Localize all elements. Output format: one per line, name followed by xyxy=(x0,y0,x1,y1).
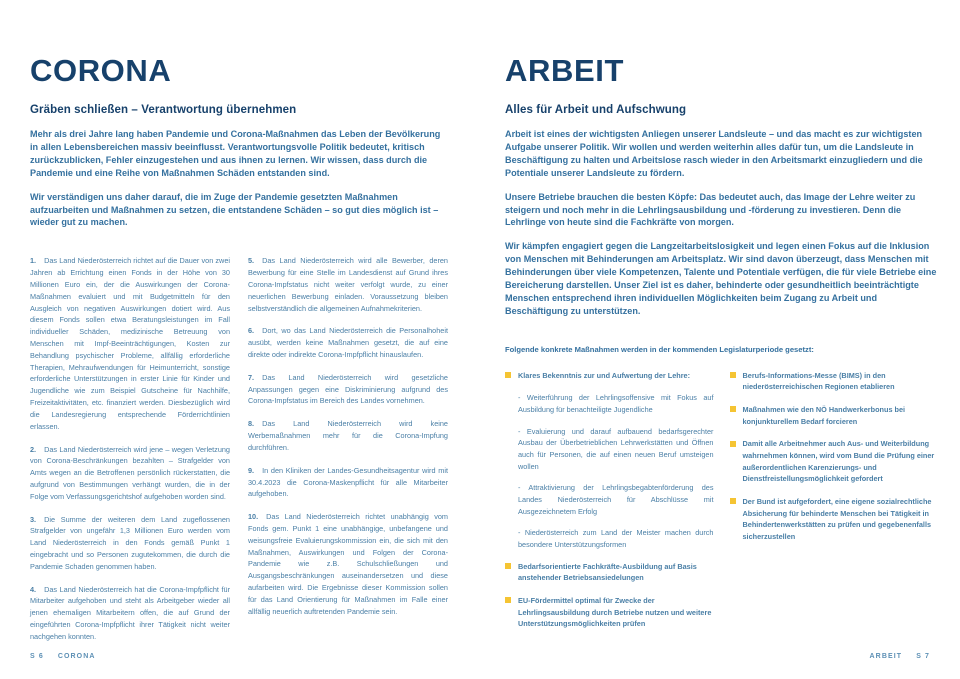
clause-item xyxy=(248,255,448,314)
clause-item xyxy=(30,514,230,573)
clause-text: Das Land Niederösterreich wird jene – wegen Verletzung von Corona-Beschränkungen bezahlten – Strafgelder von Amts wegen an die Betroffenen persönlich rückerstatten, die aufgrund von Bestimmungen verhängt wurden, die in der Folge vom Verfassungsgerichtshof aufgehoben worden sind. xyxy=(30,444,230,501)
measure-text: Der Bund ist aufgefordert, eine eigene sozialrechtliche Absicherung für behinderte Menschen bei Tätigkeit in Behindertenwerkstätten zu prüfen und gegebenenfalls sicherzustellen xyxy=(742,496,932,541)
clause-text: Das Land Niederösterreich richtet auf die Dauer von zwei Jahren ab Errichtung einen Fonds in der Höhe von 30 Millionen Euro ein, der die Auswirkungen der Corona-Maßnahmen evaluiert und mit Budgetmitteln für den Ausgleich von negativen Auswirkungen dotiert wird. Aus diesem Fonds sollen etwa Beratungsleistungen im Fall individueller Schäden, medizinische Betreuung von Menschen mit Impf-Beeinträchtigungen, Kosten zur Behandlung psychischer Probleme, allfällig erforderliche Therapien, Mehraufwendungen für Heimunterricht, sonstige erforderliche Unterstützungen in erster Linie für Kinder und Jugendliche wie zum Beispiel Gutscheine für Nachhilfe, Freizeitaktivitäten, etc. finanziert werden. Diesbezüglich wird die Landesregierung entsprechende Förderrichtlinien erlassen. xyxy=(30,256,230,431)
clause-text: Die Summe der weiteren dem Land zugeflossenen Strafgelder von ungefähr 1,3 Millionen Euro werden vom Land Niederösterreich in den Fonds gemäß Punkt 1 eingebracht und so Personen zugutekommen, die durch die Pandemie Schaden genommen haben. xyxy=(30,514,230,571)
clause-number: 3. xyxy=(30,514,37,524)
right-page-arbeit xyxy=(480,0,960,643)
intro-paragraph: Arbeit ist eines der wichtigsten Anliegen unserer Landsleute – und das macht es zur wichtigsten Aufgabe unserer Politik. Wir wollen und werden weiterhin alles dafür tun, um die Landsleute in Beschäftigung zu halten und Arbeitslose rasch wieder in den Arbeitsmarkt einzugliedern und die Potentiale unserer Landsleute zu fördern. xyxy=(505,129,923,178)
footer-right xyxy=(870,653,930,660)
measure-item xyxy=(505,595,714,630)
clause-text: Das Land Niederösterreich richtet unabhängig vom Fonds gem. Punkt 1 eine unabhängige, unbefangene und weisungsfreie Evaluierungskommission ein, die sich mit den Maßnahmen, Auswirkungen und Folgen der Corona-Pandemie wie z.B. Schulschließungen und Ausgangsbeschränkungen auseinandersetzen und diese aufarbeiten wird. Die Ergebnisse dieser Kommission sollen für das Land Orientierung für Maßnahmen im Falle einer allfällig neuerlich auftretenden Pandemie sein. xyxy=(248,512,448,616)
clause-number: 5. xyxy=(248,256,255,266)
measure-text: Bedarfsorientierte Fachkräfte-Ausbildung auf Basis anstehender Betriebsansiedelungen xyxy=(518,561,697,583)
measure-text: Klares Bekenntnis zur und Aufwertung der Lehre: xyxy=(518,370,691,380)
clause-item xyxy=(248,325,448,360)
left-page-corona xyxy=(0,0,480,643)
clause-text: Dort, wo das Land Niederösterreich die Personalhoheit ausübt, werden keine Maßnahmen gesetzt, die auf eine direkte oder indirekte Corona-Impfpflicht hinauslaufen. xyxy=(248,326,448,360)
measure-sub-point: - Niederösterreich zum Land der Meister machen durch besondere Unterstützungsformen xyxy=(518,528,714,549)
clause-text: Das Land Niederösterreich hat die Corona-Impfpflicht für Mitarbeiter aufgehoben und steht als Arbeitgeber wieder all jenen ehemaligen Mitarbeitern offen, die auf Grund der eingeführten Corona-Impfpflicht ihrer Tätigkeit nicht weiter nachgehen konnten. xyxy=(30,584,230,641)
square-bullet-icon xyxy=(730,498,736,504)
measure-text: EU-Fördermittel optimal für Zwecke der Lehrlingsausbildung durch Betriebe nutzen und weitere Unterstützungsmöglichkeiten prüfen xyxy=(518,595,712,629)
measure-item xyxy=(730,370,939,393)
footer-page-number-left: S 6 xyxy=(30,652,44,660)
clause-number: 1. xyxy=(30,256,37,266)
clause-item xyxy=(30,584,230,643)
square-bullet-icon xyxy=(505,597,511,603)
measure-text: Damit alle Arbeitnehmer auch Aus- und Weiterbildung wahrnehmen können, wird vom Bund die Prüfung einer außerordentlichen Karenzierungs- und Dienstfreistellungsmöglichkeit gefordert xyxy=(742,439,935,484)
intro-paragraph: Wir verständigen uns daher darauf, die im Zuge der Pandemie gesetzten Maßnahmen aufzuarbeiten und Maßnahmen zu setzen, die entstandene Schäden – so gut dies möglich ist – wieder gut zu machen. xyxy=(30,191,439,228)
clause-number: 7. xyxy=(248,372,255,382)
clause-item xyxy=(30,444,230,503)
square-bullet-icon xyxy=(730,372,736,378)
measure-item xyxy=(505,370,714,382)
clause-column-first xyxy=(30,255,230,642)
measure-columns xyxy=(505,370,938,641)
measure-item xyxy=(730,496,939,543)
square-bullet-icon xyxy=(730,406,736,412)
footer-section-right: ARBEIT xyxy=(869,652,903,660)
clause-item xyxy=(248,418,448,453)
clause-item xyxy=(248,372,448,407)
clause-number: 6. xyxy=(248,326,255,336)
clause-number: 8. xyxy=(248,419,255,429)
footer-left xyxy=(30,653,96,660)
subtitle-corona: Gräben schließen – Verantwortung übernehmen xyxy=(30,104,297,116)
clause-number: 4. xyxy=(30,584,37,594)
measures-lead-text: Folgende konkrete Maßnahmen werden in der kommenden Legislaturperiode gesetzt: xyxy=(505,344,814,354)
clause-number: 10. xyxy=(248,512,259,522)
square-bullet-icon xyxy=(505,372,511,378)
intro-paragraph: Mehr als drei Jahre lang haben Pandemie und Corona-Maßnahmen das Leben der Bevölkerung in allen Lebensbereichen massiv beeinflusst. Verantwortungsvolle Politik bedeutet, kritisch zurückzublicken, Fehler einzugestehen und aus ihnen zu lernen. Wir wissen, dass durch die Pandemie und eine Reihe von Maßnahmen Schäden entstanden sind. xyxy=(30,129,441,178)
clause-number: 9. xyxy=(248,465,255,475)
clause-text: In den Kliniken der Landes-Gesundheitsagentur wird mit 30.4.2023 die Corona-Maskenpflicht für alle Mitarbeiter aufgehoben. xyxy=(248,465,448,499)
page-title-arbeit: ARBEIT xyxy=(505,53,624,88)
clause-text: Das Land Niederösterreich wird alle Bewerber, deren Bewerbung für eine Stelle im Landesdienst auf Grund ihres Corona-Impfstatus nicht weiter verfolgt wurde, zu einer neuerlichen Bewerbung einladen. Voraussetzung bleiben selbstverständlich die allgemeinen Aufnahmekriterien. xyxy=(248,256,448,313)
page-title-corona: CORONA xyxy=(30,53,172,88)
measure-sub-point: - Weiterführung der Lehrlingsoffensive mit Fokus auf Ausbildung für benachteiligte Jugendliche xyxy=(518,393,714,414)
clause-number: 2. xyxy=(30,444,37,454)
measure-text: Berufs-Informations-Messe (BIMS) in den niederösterreichischen Regionen etablieren xyxy=(742,370,895,392)
footer-page-number-right: S 7 xyxy=(916,652,930,660)
measure-sub-point: - Evaluierung und darauf aufbauend bedarfsgerechter Ausbau der Überbetrieblichen Lehrwerkstätten und Öffnen auch für Personen, die auf einen neuen Beruf umsteigen wollen xyxy=(518,426,714,471)
clause-column-second xyxy=(248,255,448,642)
clause-text: Das Land Niederösterreich wird gesetzliche Anpassungen gegen eine Diskriminierung aufgrund des Corona-Impfstatus im Bereich des Landes vornehmen. xyxy=(248,372,448,406)
page-footer xyxy=(0,643,960,679)
measure-sub-point: - Attraktivierung der Lehrlingsbegabtenförderung des Landes Niederösterreich für Abschlüsse mit Ausgezeichnetem Erfolg xyxy=(518,483,714,516)
clause-item xyxy=(30,255,230,432)
measure-item xyxy=(505,561,714,584)
measure-item xyxy=(730,438,939,485)
clause-item xyxy=(248,465,448,500)
clause-item xyxy=(248,511,448,617)
square-bullet-icon xyxy=(505,563,511,569)
measure-column-first xyxy=(505,370,714,641)
intro-paragraph: Wir kämpfen engagiert gegen die Langzeitarbeitslosigkeit und legen einen Fokus auf die Inklusion von Menschen mit Behinderungen am Arbeitsplatz. Wir sind davon überzeugt, dass Menschen mit Behinderungen über viele Kompetenzen, Talente und Potentiale verfügen, die für viele Betriebe eine Bereicherung darstellen. Unser Ziel ist es daher, behinderte oder gesundheitlich beeinträchtigte Menschen entsprechend ihren individuellen Möglichkeiten beim Zugang zu Arbeit und Beschäftigung zu unterstützen. xyxy=(505,241,937,316)
measure-text: Maßnahmen wie den NÖ Handwerkerbonus bei konjunkturellem Bedarf forcieren xyxy=(742,404,906,426)
clause-columns xyxy=(30,255,448,642)
clause-text: Das Land Niederösterreich wird keine Werbemaßnahmen mehr für die Corona-Impfung durchführen. xyxy=(248,419,448,452)
subtitle-arbeit: Alles für Arbeit und Aufschwung xyxy=(505,104,687,116)
intro-paragraph: Unsere Betriebe brauchen die besten Köpfe: Das bedeutet auch, das Image der Lehre weiter zu steigern und noch mehr in die Lehrlingsausbildung und -förderung zu investieren. Denn die Lehrlinge von heute sind die Fachkräfte von morgen. xyxy=(505,191,916,228)
square-bullet-icon xyxy=(730,441,736,447)
measure-column-second xyxy=(730,370,939,641)
measure-item xyxy=(730,404,939,427)
footer-section-left: CORONA xyxy=(57,652,96,660)
